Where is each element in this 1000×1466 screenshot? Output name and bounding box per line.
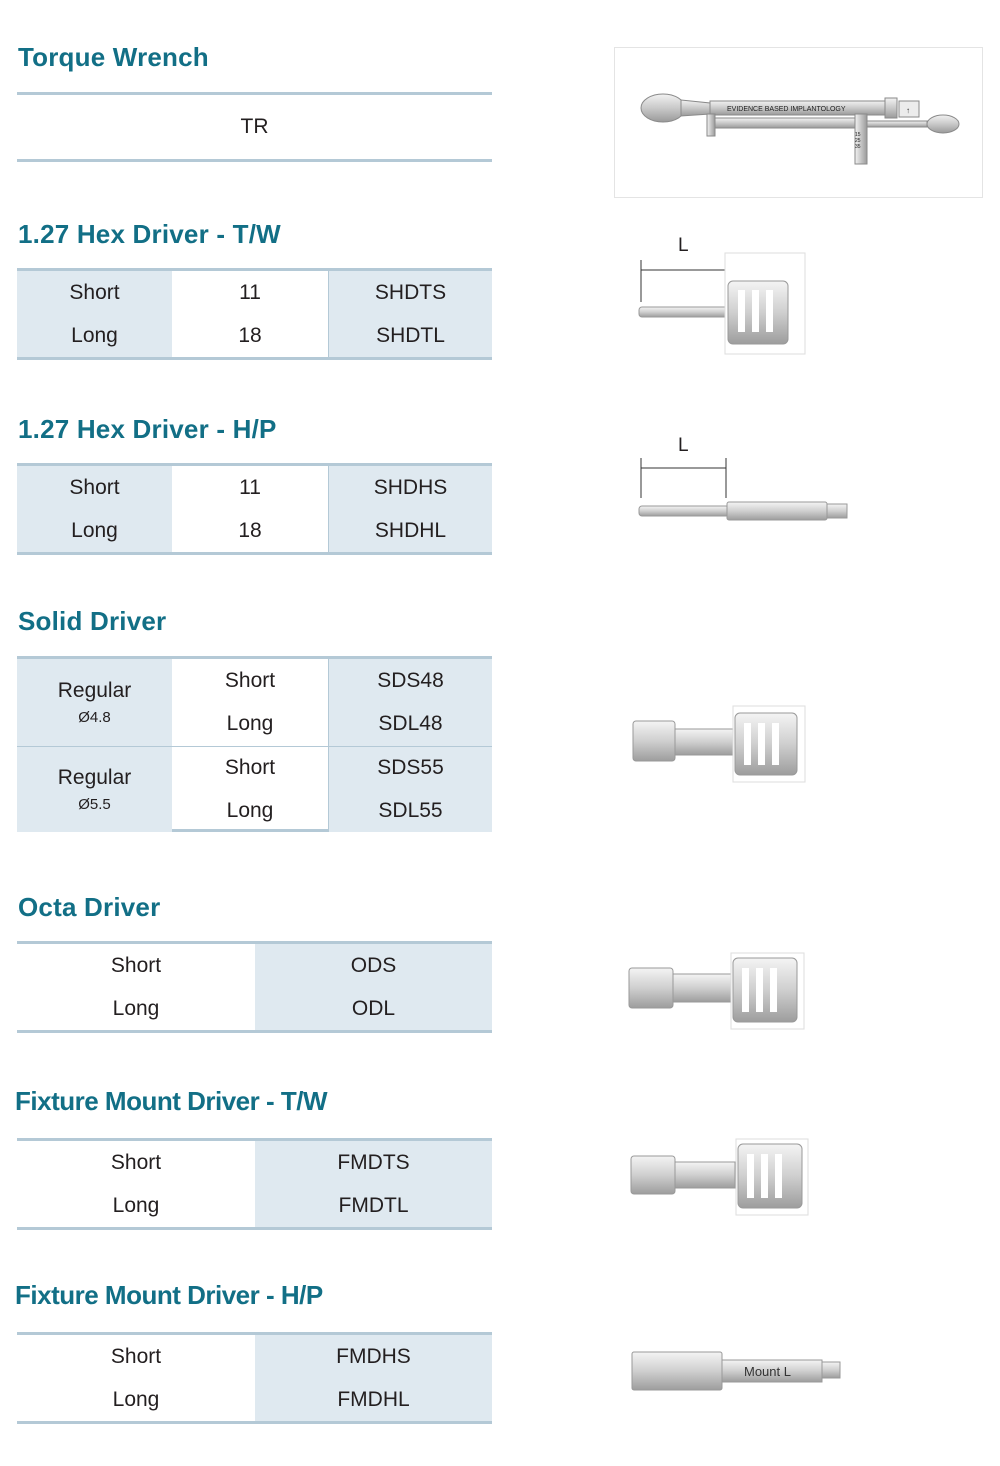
size-column <box>172 466 328 552</box>
length-label: Long <box>71 518 118 542</box>
length-column <box>17 466 172 552</box>
type-cell <box>17 659 172 746</box>
length-column <box>17 271 172 357</box>
section-title-fixture-mount-driver-hp: Fixture Mount Driver - H/P <box>15 1280 323 1310</box>
section-title-hex-driver-hp: 1.27 Hex Driver - H/P <box>18 414 277 444</box>
size-value: 11 <box>239 475 261 499</box>
length-label: Short <box>110 1150 162 1174</box>
octa-driver-table <box>17 941 492 1033</box>
length-column <box>17 1141 255 1227</box>
diameter-label: Ø5.5 <box>78 796 111 813</box>
solid-driver-image <box>630 703 810 785</box>
size-value: 11 <box>239 280 261 304</box>
code-column <box>255 1141 492 1227</box>
code-column <box>255 944 492 1030</box>
product-code: SHDTS <box>374 280 447 304</box>
product-code: SHDTL <box>376 323 445 347</box>
type-cell <box>17 747 172 832</box>
product-code: ODL <box>351 996 396 1020</box>
code-cell <box>328 659 492 746</box>
product-code: SDL55 <box>378 798 443 822</box>
type-label: Regular <box>57 679 132 702</box>
section-title-torque-wrench: Torque Wrench <box>18 42 209 72</box>
code-column <box>255 1335 492 1421</box>
length-label: Short <box>110 953 162 977</box>
product-code: SHDHS <box>373 475 448 499</box>
product-code: SHDHL <box>374 518 447 542</box>
length-column <box>17 1335 255 1421</box>
scale-mark: 15 <box>855 132 861 138</box>
section-title-octa-driver: Octa Driver <box>18 892 161 922</box>
scale-mark: 35 <box>855 144 861 150</box>
length-column <box>17 944 255 1030</box>
product-code: ODS <box>350 953 397 977</box>
product-code: SDS48 <box>377 668 444 692</box>
code-column <box>328 466 492 552</box>
type-label: Regular <box>57 766 132 789</box>
length-label: Long <box>112 996 160 1020</box>
length-cell <box>172 659 328 746</box>
size-value: 18 <box>238 518 262 542</box>
product-code: SDS55 <box>377 756 444 780</box>
section-title-fixture-mount-driver-tw: Fixture Mount Driver - T/W <box>15 1086 327 1116</box>
arrow-icon: ↑ <box>906 106 910 115</box>
fixture-mount-driver-hp-table <box>17 1332 492 1424</box>
product-code: FMDHS <box>336 1344 411 1368</box>
length-label: Short <box>224 668 276 692</box>
wrench-engraving: EVIDENCE BASED IMPLANTOLOGY <box>727 106 846 113</box>
product-code: TR <box>240 115 269 138</box>
length-label: Long <box>71 323 118 347</box>
length-label: Long <box>226 712 274 736</box>
hex-driver-tw-table <box>17 268 492 360</box>
code-column <box>328 271 492 357</box>
octa-driver-image <box>626 950 811 1032</box>
product-code: FMDTL <box>338 1193 409 1217</box>
length-label: Short <box>69 475 120 499</box>
dimension-label: L <box>678 235 689 256</box>
length-label: Long <box>112 1193 160 1217</box>
section-title-solid-driver: Solid Driver <box>18 606 167 636</box>
fixture-mount-driver-hp-image <box>630 1348 850 1394</box>
code-cell <box>328 747 492 832</box>
diameter-label: Ø4.8 <box>78 709 111 726</box>
hex-driver-hp-image <box>630 430 860 530</box>
product-code: FMDHL <box>337 1387 410 1411</box>
fixture-mount-driver-tw-table <box>17 1138 492 1230</box>
dimension-label: L <box>678 435 689 456</box>
table-cell <box>17 95 492 159</box>
length-label: Short <box>69 280 120 304</box>
length-label: Short <box>224 756 276 780</box>
section-title-hex-driver-tw: 1.27 Hex Driver - T/W <box>18 219 281 249</box>
product-code: SDL48 <box>378 712 443 736</box>
solid-driver-table <box>17 656 492 832</box>
hex-driver-hp-table <box>17 463 492 555</box>
torque-wrench-illustration <box>615 48 984 199</box>
torque-wrench-table <box>17 92 492 162</box>
length-label: Short <box>110 1344 162 1368</box>
length-label: Long <box>112 1387 160 1411</box>
hex-driver-tw-image <box>630 232 820 362</box>
scale-mark: 25 <box>855 138 861 144</box>
product-code: FMDTS <box>337 1150 410 1174</box>
size-value: 18 <box>238 323 262 347</box>
size-column <box>172 271 328 357</box>
torque-wrench-image <box>614 47 983 198</box>
fixture-mount-driver-tw-image <box>628 1136 813 1218</box>
length-cell <box>172 747 328 832</box>
length-label: Long <box>226 798 274 822</box>
mount-engraving: Mount L <box>744 1364 791 1379</box>
